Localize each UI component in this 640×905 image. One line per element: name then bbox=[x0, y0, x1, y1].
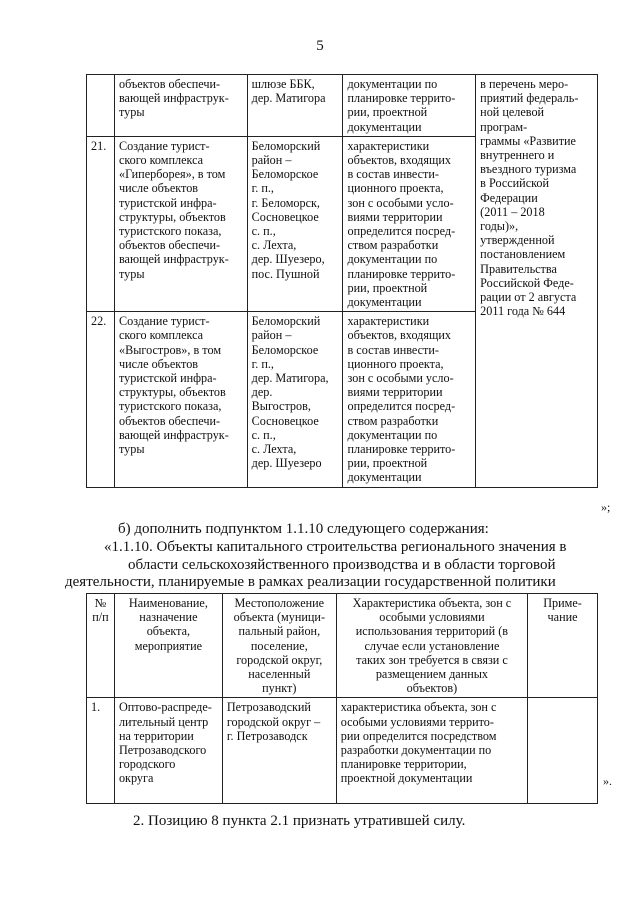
characteristic-cell: документации по планировке террито- рии, проектной документации bbox=[343, 75, 476, 137]
row-number bbox=[87, 75, 115, 137]
location-cell: Беломорский район – Беломорское г. п., г. Беломорск, Сосновецкое с. п., с. Лехта, дер. Шуезеро, пос. Пушной bbox=[247, 136, 343, 311]
object-name-cell: Создание турист- ского комплекса «Гиперборея», в том числе объектов туристской инфра- структуры, объектов туристского показа, объектов обеспечи- вающей инфраструк- туры bbox=[114, 136, 247, 311]
location-cell: Петрозаводский городской округ – г. Петрозаводск bbox=[222, 698, 336, 804]
location-cell: шлюзе ББК, дер. Матигора bbox=[247, 75, 343, 137]
page-number: 5 bbox=[316, 38, 324, 54]
column-header-location: Местоположение объекта (муници- пальный район, поселение, городской округ, населенный пункт) bbox=[222, 594, 336, 698]
table1-closing-quote: »; bbox=[601, 500, 611, 514]
object-name-cell: Оптово-распреде- лительный центр на территории Петрозаводского городского округа bbox=[114, 698, 222, 804]
objects-table-continued bbox=[86, 74, 598, 488]
section-heading-line1: «1.1.10. Объекты капитального строительства регионального значения в bbox=[104, 539, 567, 555]
row-number: 1. bbox=[87, 698, 115, 804]
table2-closing-quote: ». bbox=[603, 774, 612, 788]
object-name-cell: объектов обеспечи- вающей инфраструк- туры bbox=[114, 75, 247, 137]
objects-table bbox=[86, 593, 598, 804]
characteristic-cell: характеристики объектов, входящих в состав инвести- ционного проекта, зон с особыми усло- виями территории определится посред- ством разработки документации по планировке террито- рии, проектной документации bbox=[343, 312, 476, 487]
row-number: 21. bbox=[87, 136, 115, 311]
column-header-note: Приме- чание bbox=[528, 594, 598, 698]
note-cell: в перечень меро- приятий федераль- ной целевой програм- граммы «Развитие внутреннего и въездного туризма в Российской Федерации (2011 – 2018 годы)», утвержденной постановлением Правительства Российской Феде- рации от 2 августа 2011 года № 644 bbox=[476, 75, 598, 488]
table-row bbox=[87, 698, 598, 804]
characteristic-cell: характеристики объектов, входящих в состав инвести- ционного проекта, зон с особыми усло- виями территории определится посред- ством разработки документации по планировке террито- рии, проектной документации bbox=[343, 136, 476, 311]
characteristic-cell: характеристика объекта, зон с особыми условиями террито- рии определится посредством разработки документации по планировке территории, проектной документации bbox=[336, 698, 527, 804]
section-heading-line2: области сельскохозяйственного производства и в области торговой bbox=[128, 557, 556, 573]
final-paragraph: 2. Позицию 8 пункта 2.1 признать утратившей силу. bbox=[133, 813, 466, 829]
amendment-line: б) дополнить подпунктом 1.1.10 следующего содержания: bbox=[118, 521, 489, 537]
row-number: 22. bbox=[87, 312, 115, 487]
column-header-number: № п/п bbox=[87, 594, 115, 698]
location-cell: Беломорский район – Беломорское г. п., дер. Матигора, дер. Выгостров, Сосновецкое с. п., с. Лехта, дер. Шуезеро bbox=[247, 312, 343, 487]
note-cell bbox=[528, 698, 598, 804]
section-heading-line3: деятельности, планируемые в рамках реализации государственной политики bbox=[65, 574, 556, 590]
column-header-name: Наименование, назначение объекта, мероприятие bbox=[114, 594, 222, 698]
object-name-cell: Создание турист- ского комплекса «Выгостров», в том числе объектов туристской инфра- структуры, объектов туристского показа, объектов обеспечи- вающей инфраструк- туры bbox=[114, 312, 247, 487]
column-header-characteristic: Характеристика объекта, зон с особыми условиями использования территорий (в случае если установление таких зон требуется в связи с размещением данных объектов) bbox=[336, 594, 527, 698]
table-row bbox=[87, 75, 598, 137]
header-row bbox=[87, 594, 598, 698]
